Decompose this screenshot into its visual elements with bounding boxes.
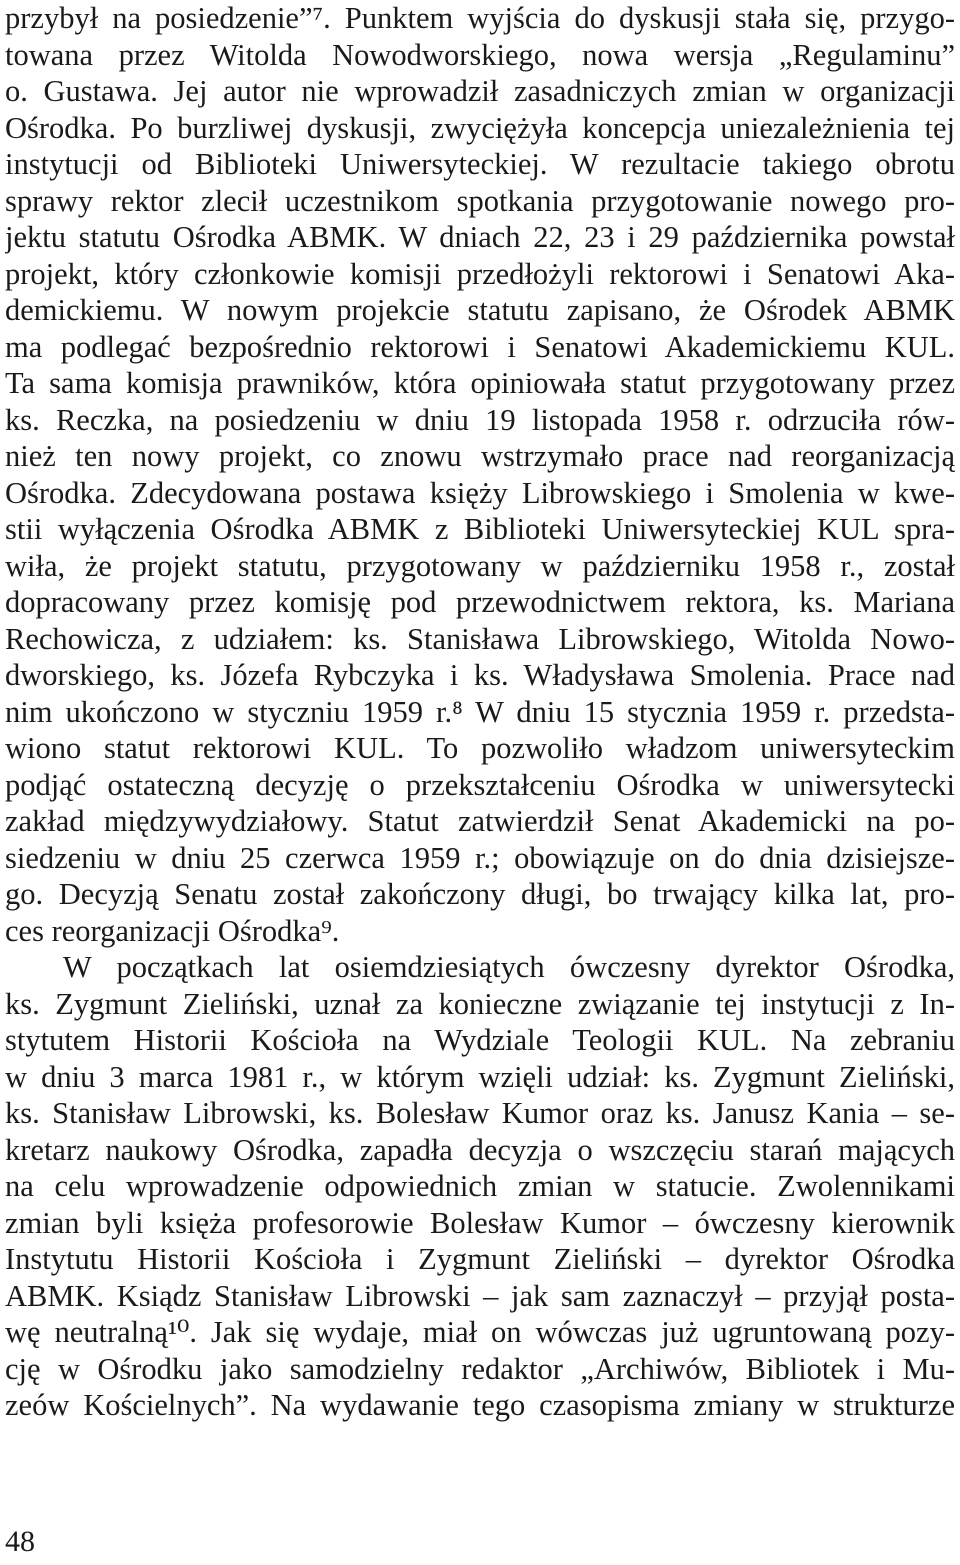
text-line: dworskiego, ks. Józefa Rybczyka i ks. Władysława Smolenia. Prace nad: [5, 658, 955, 692]
text-line: jektu statutu Ośrodka ABMK. W dniach 22, 23 i 29 października powstał: [5, 220, 955, 254]
text-line: dopracowany przez komisję pod przewodnictwem rektora, ks. Mariana: [5, 585, 955, 619]
text-line: ks. Zygmunt Zieliński, uznał za konieczne związanie tej instytucji z In-: [5, 986, 955, 1021]
text-line: zakład międzywydziałowy. Statut zatwierdził Senat Akademicki na po-: [5, 804, 955, 838]
page-number: 48: [5, 1525, 35, 1558]
text-line: nim ukończono w styczniu 1959 r.⁸ W dniu 15 stycznia 1959 r. przedsta-: [5, 694, 955, 729]
text-line: przybył na posiedzenie”⁷. Punktem wyjścia do dyskusji stała się, przygo-: [5, 1, 955, 35]
paragraph-end-line: ces reorganizacji Ośrodka⁹.: [5, 913, 340, 948]
text-line: o. Gustawa. Jej autor nie wprowadził zasadniczych zmian w organizacji: [5, 74, 955, 108]
text-line: go. Decyzją Senatu został zakończony długi, bo trwający kilka lat, pro-: [5, 877, 955, 911]
text-line: Ta sama komisja prawników, która opiniowała statut przygotowany przez: [5, 366, 955, 400]
text-line: zeów Kościelnych”. Na wydawanie tego czasopisma zmiany w strukturze: [5, 1388, 955, 1422]
text-line: projekt, który członkowie komisji przedłożyli rektorowi i Senatowi Aka-: [5, 256, 955, 291]
text-line: nież ten nowy projekt, co znowu wstrzymało prace nad reorganizacją: [5, 439, 955, 473]
paragraph-start-line: W początkach lat osiemdziesiątych ówczesny dyrektor Ośrodka,: [63, 950, 955, 984]
text-line: sprawy rektor zlecił uczestnikom spotkania przygotowanie nowego pro-: [5, 183, 955, 218]
text-line: stytutem Historii Kościoła na Wydziale Teologii KUL. Na zebraniu: [5, 1023, 955, 1057]
text-line: kretarz naukowy Ośrodka, zapadła decyzja o wszczęciu starań mających: [5, 1132, 955, 1167]
text-line: zmian byli księża profesorowie Bolesław Kumor – ówczesny kierownik: [5, 1205, 955, 1240]
text-line: Ośrodka. Po burzliwej dyskusji, zwyciężyła koncepcja uniezależnienia tej: [5, 110, 955, 145]
text-line: towana przez Witolda Nowodworskiego, nowa wersja „Regulaminu”: [5, 37, 955, 72]
text-line: siedzeniu w dniu 25 czerwca 1959 r.; obowiązuje on do dnia dzisiejsze-: [5, 840, 955, 875]
text-line: ma podlegać bezpośrednio rektorowi i Senatowi Akademickiemu KUL.: [5, 329, 955, 364]
text-line: podjąć ostateczną decyzję o przekształceniu Ośrodka w uniwersytecki: [5, 767, 955, 802]
text-line: ABMK. Ksiądz Stanisław Librowski – jak sam zaznaczył – przyjął posta-: [5, 1278, 955, 1313]
text-line: wiła, że projekt statutu, przygotowany w październiku 1958 r., został: [5, 548, 955, 583]
body-text: [5, 0, 955, 1424]
text-line: cję w Ośrodku jako samodzielny redaktor „Archiwów, Bibliotek i Mu-: [5, 1351, 955, 1386]
text-line: Ośrodka. Zdecydowana postawa księży Librowskiego i Smolenia w kwe-: [5, 475, 955, 510]
text-line: na celu wprowadzenie odpowiednich zmian w statucie. Zwolennikami: [5, 1169, 955, 1203]
text-line: ks. Reczka, na posiedzeniu w dniu 19 listopada 1958 r. odrzuciła rów-: [5, 402, 955, 437]
text-line: Rechowicza, z udziałem: ks. Stanisława Librowskiego, Witolda Nowo-: [5, 621, 955, 656]
text-line: instytucji od Biblioteki Uniwersyteckiej. W rezultacie takiego obrotu: [5, 147, 955, 181]
text-line: Instytutu Historii Kościoła i Zygmunt Zieliński – dyrektor Ośrodka: [5, 1242, 955, 1276]
text-line: demickiemu. W nowym projekcie statutu zapisano, że Ośrodek ABMK: [5, 293, 955, 327]
text-line: ks. Stanisław Librowski, ks. Bolesław Kumor oraz ks. Janusz Kania – se-: [5, 1096, 955, 1130]
text-line: wę neutralną¹⁰. Jak się wydaje, miał on wówczas już ugruntowaną pozy-: [5, 1315, 955, 1349]
text-line: stii wyłączenia Ośrodka ABMK z Biblioteki Uniwersyteckiej KUL spra-: [5, 512, 955, 546]
text-line: w dniu 3 marca 1981 r., w którym wzięli udział: ks. Zygmunt Zieliński,: [5, 1059, 955, 1094]
text-line: wiono statut rektorowi KUL. To pozwoliło władzom uniwersyteckim: [5, 731, 955, 765]
